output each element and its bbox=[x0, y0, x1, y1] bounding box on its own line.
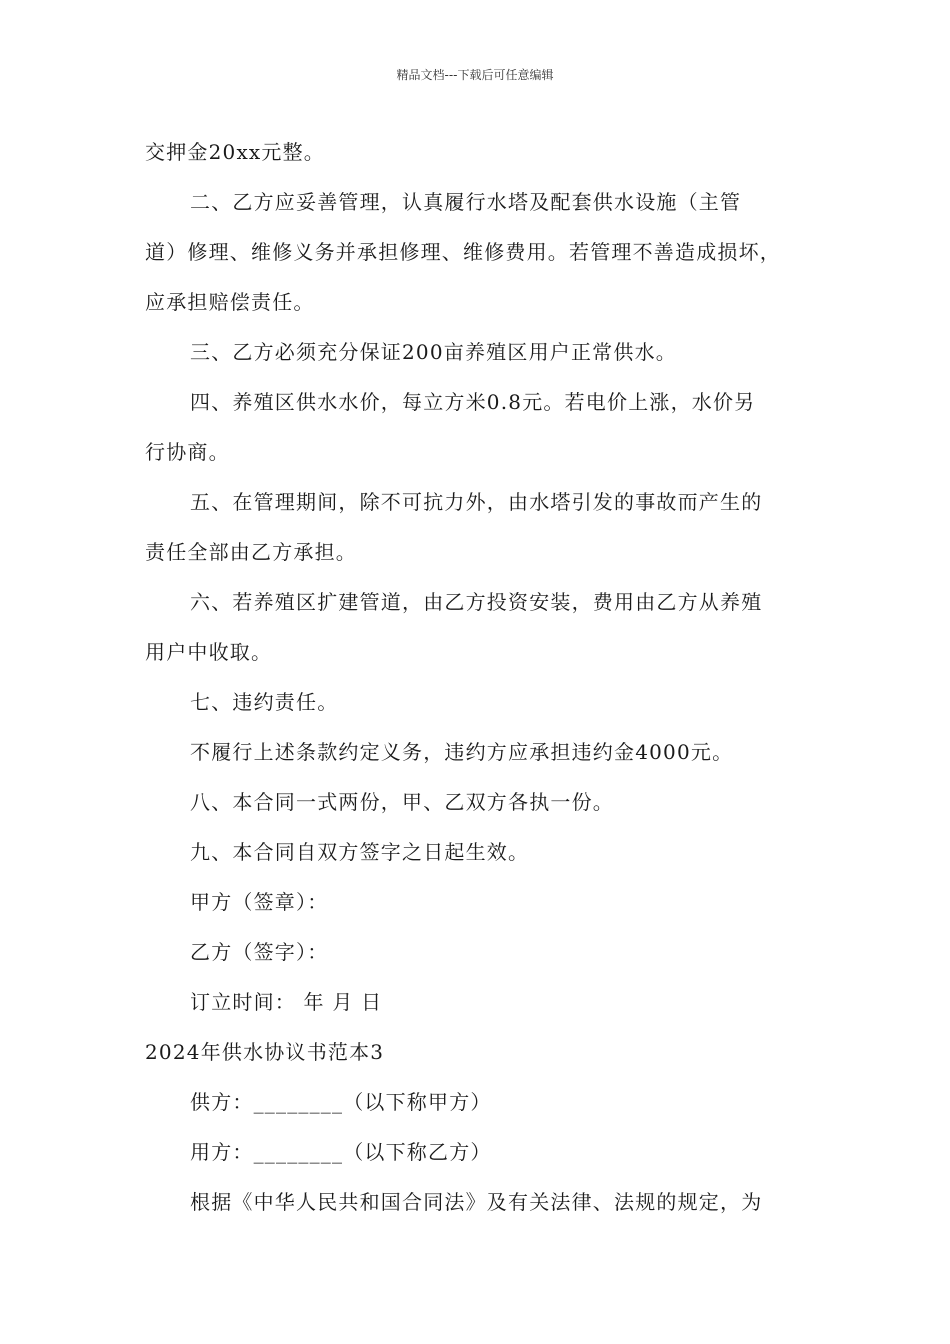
text-line: 用户中收取。 bbox=[145, 640, 273, 664]
text-line: 交押金20xx元整。 bbox=[145, 140, 326, 164]
text-line: 四、养殖区供水水价，每立方米0.8元。若电价上涨，水价另 bbox=[190, 390, 756, 414]
text-line: 三、乙方必须充分保证200亩养殖区用户正常供水。 bbox=[190, 340, 677, 364]
page-header: 精品文档---下载后可任意编辑 bbox=[396, 68, 554, 82]
text-line: 五、在管理期间，除不可抗力外，由水塔引发的事故而产生的 bbox=[190, 490, 763, 514]
text-line: 用方：________（以下称乙方） bbox=[190, 1140, 492, 1164]
text-line: 应承担赔偿责任。 bbox=[145, 290, 315, 314]
document-body bbox=[145, 133, 815, 1233]
text-line: 七、违约责任。 bbox=[190, 690, 339, 714]
section-title: 2024年供水协议书范本3 bbox=[145, 1040, 385, 1064]
text-line: 责任全部由乙方承担。 bbox=[145, 540, 357, 564]
text-line: 二、乙方应妥善管理，认真履行水塔及配套供水设施（主管 bbox=[190, 190, 742, 214]
text-line: 订立时间： 年 月 日 bbox=[190, 990, 383, 1014]
text-line: 九、本合同自双方签字之日起生效。 bbox=[190, 840, 530, 864]
text-line: 乙方（签字）： bbox=[190, 940, 329, 964]
text-line: 六、若养殖区扩建管道，由乙方投资安装，费用由乙方从养殖 bbox=[190, 590, 763, 614]
text-line: 根据《中华人民共和国合同法》及有关法律、法规的规定，为 bbox=[190, 1190, 763, 1214]
text-line: 行协商。 bbox=[145, 440, 230, 464]
text-line: 甲方（签章）： bbox=[190, 890, 329, 914]
text-line: 八、本合同一式两份，甲、乙双方各执一份。 bbox=[190, 790, 614, 814]
text-line: 道）修理、维修义务并承担修理、维修费用。若管理不善造成损坏， bbox=[145, 240, 781, 264]
text-line: 供方：________（以下称甲方） bbox=[190, 1090, 492, 1114]
text-line: 不履行上述条款约定义务，违约方应承担违约金4000元。 bbox=[190, 740, 734, 764]
